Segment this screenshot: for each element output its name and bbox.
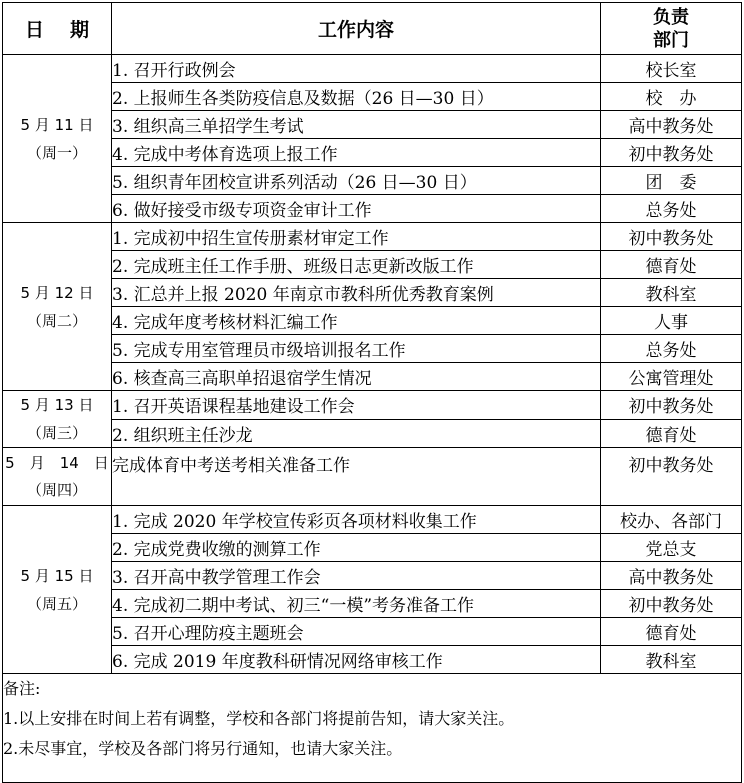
table-row [3, 534, 742, 562]
weekday-text: （周二） [26, 311, 87, 330]
department-cell: 校办、各部门 [601, 506, 742, 534]
table-row [3, 55, 742, 83]
work-item-cell: 1. 召开英语课程基地建设工作会 [112, 391, 601, 420]
table-row [3, 618, 742, 646]
work-column-header: 工作内容 [112, 3, 601, 55]
dept-column-header: 负责 部门 [601, 3, 742, 55]
department-cell: 初中教务处 [601, 448, 742, 506]
work-item-cell: 3. 汇总并上报 2020 年南京市教科所优秀教育案例 [112, 279, 601, 307]
date-cell [3, 55, 112, 223]
department-cell: 教科室 [601, 279, 742, 307]
work-item-cell: 1. 完成 2020 年学校宣传彩页各项材料收集工作 [112, 506, 601, 534]
work-item-cell: 4. 完成中考体育选项上报工作 [112, 139, 601, 167]
work-item-cell: 6. 完成 2019 年度教科研情况网络审核工作 [112, 646, 601, 674]
date-column-header: 日 期 [3, 3, 112, 55]
department-cell: 校 办 [601, 83, 742, 111]
date-text: 5 月 12 日 [20, 283, 94, 302]
work-item-cell: 4. 完成初二期中考试、初三“一模”考务准备工作 [112, 590, 601, 618]
weekly-schedule-table [2, 2, 742, 783]
table-header-row [3, 3, 742, 55]
work-item-cell: 完成体育中考送考相关准备工作 [112, 448, 601, 506]
table-row [3, 590, 742, 618]
table-row [3, 391, 742, 420]
work-item-cell: 2. 完成班主任工作手册、班级日志更新改版工作 [112, 251, 601, 279]
date-text: 5 月 11 日 [20, 115, 94, 134]
table-row [3, 419, 742, 448]
table-row [3, 279, 742, 307]
department-cell: 党总支 [601, 534, 742, 562]
work-item-cell: 2. 完成党费收缴的测算工作 [112, 534, 601, 562]
notes-line-2: 2.未尽事宜，学校及各部门将另行通知，也请大家关注。 [3, 739, 403, 758]
work-item-cell: 3. 组织高三单招学生考试 [112, 111, 601, 139]
table-row [3, 562, 742, 590]
table-row [3, 646, 742, 674]
table-row [3, 139, 742, 167]
work-item-cell: 1. 召开行政例会 [112, 55, 601, 83]
weekday-text: （周四） [26, 480, 87, 499]
table-row [3, 307, 742, 335]
table-row [3, 251, 742, 279]
weekday-text: （周三） [26, 424, 87, 442]
department-cell: 初中教务处 [601, 223, 742, 251]
notes-line-1: 1.以上安排在时间上若有调整，学校和各部门将提前告知，请大家关注。 [3, 709, 515, 728]
notes-cell [3, 674, 742, 783]
work-item-cell: 2. 组织班主任沙龙 [112, 419, 601, 448]
department-cell: 公寓管理处 [601, 363, 742, 391]
work-item-cell: 5. 召开心理防疫主题班会 [112, 618, 601, 646]
table-row [3, 83, 742, 111]
department-cell: 人事 [601, 307, 742, 335]
weekday-text: （周一） [26, 143, 87, 162]
schedule-body [3, 55, 742, 674]
work-item-cell: 1. 完成初中招生宣传册素材审定工作 [112, 223, 601, 251]
table-row [3, 448, 742, 506]
work-item-cell: 2. 上报师生各类防疫信息及数据（26 日—30 日） [112, 83, 601, 111]
work-item-cell: 5. 完成专用室管理员市级培训报名工作 [112, 335, 601, 363]
date-cell [3, 391, 112, 448]
department-cell: 团 委 [601, 167, 742, 195]
department-cell: 德育处 [601, 419, 742, 448]
department-cell: 总务处 [601, 195, 742, 223]
department-cell: 初中教务处 [601, 139, 742, 167]
date-cell [3, 506, 112, 674]
table-row [3, 223, 742, 251]
work-item-cell: 6. 核查高三高职单招退宿学生情况 [112, 363, 601, 391]
table-row [3, 335, 742, 363]
date-text: 5 月 13 日 [20, 396, 94, 414]
date-text: 5 月 14 日 [5, 453, 109, 472]
weekday-text: （周五） [26, 594, 87, 613]
department-cell: 德育处 [601, 251, 742, 279]
work-item-cell: 4. 完成年度考核材料汇编工作 [112, 307, 601, 335]
table-row [3, 111, 742, 139]
department-cell: 校长室 [601, 55, 742, 83]
table-row [3, 167, 742, 195]
work-item-cell: 5. 组织青年团校宣讲系列活动（26 日—30 日） [112, 167, 601, 195]
notes-title: 备注: [3, 679, 41, 698]
department-cell: 总务处 [601, 335, 742, 363]
department-cell: 高中教务处 [601, 562, 742, 590]
work-item-cell: 3. 召开高中教学管理工作会 [112, 562, 601, 590]
work-item-cell: 6. 做好接受市级专项资金审计工作 [112, 195, 601, 223]
date-cell [3, 448, 112, 506]
date-text: 5 月 15 日 [20, 566, 94, 585]
department-cell: 高中教务处 [601, 111, 742, 139]
notes-row [3, 674, 742, 783]
table-row [3, 363, 742, 391]
department-cell: 德育处 [601, 618, 742, 646]
department-cell: 初中教务处 [601, 590, 742, 618]
table-row [3, 195, 742, 223]
table-row [3, 506, 742, 534]
department-cell: 教科室 [601, 646, 742, 674]
department-cell: 初中教务处 [601, 391, 742, 420]
date-cell [3, 223, 112, 391]
